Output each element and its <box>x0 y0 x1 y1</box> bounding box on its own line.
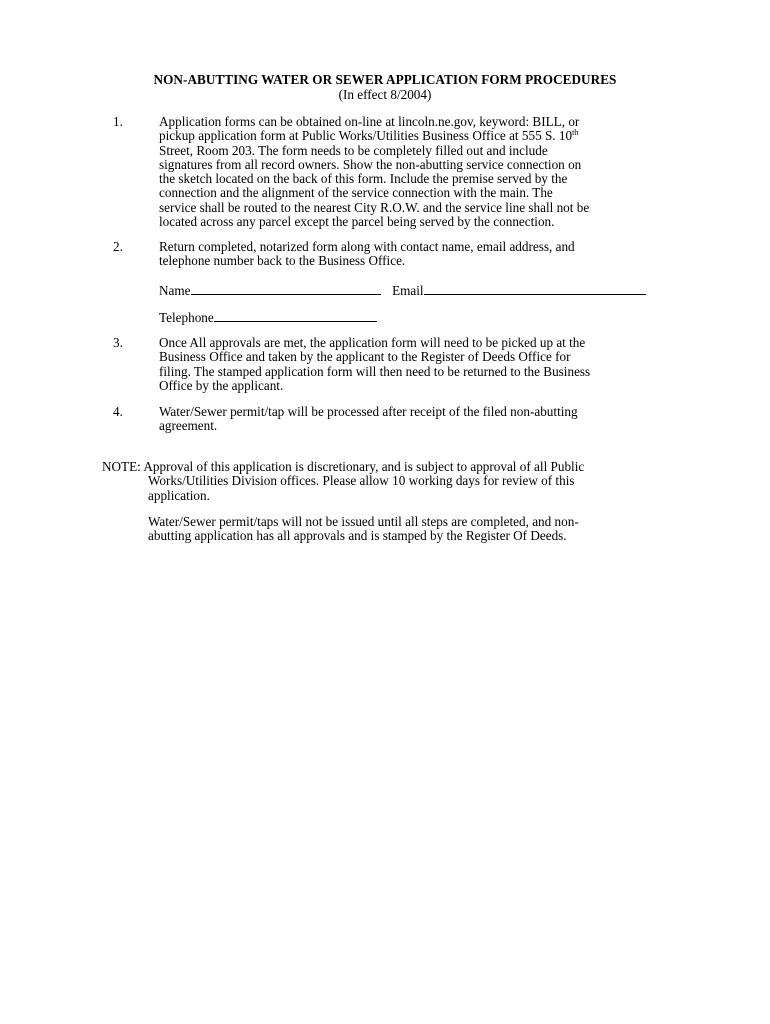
note-line: Water/Sewer permit/taps will not be issued until all steps are completed, and non- <box>148 514 579 529</box>
telephone-field-row <box>159 310 377 325</box>
item-1-superscript: th <box>572 128 579 138</box>
telephone-label: Telephone <box>159 310 214 325</box>
note-label-text: NOTE: <box>102 459 141 474</box>
item-2-line: telephone number back to the Business Office. <box>159 253 406 269</box>
item-1-line: Street, Room 203. The form needs to be completely filled out and include <box>159 142 548 158</box>
item-2-line: Return completed, notarized form along with contact name, email address, and <box>159 239 575 254</box>
note-line: application. <box>148 487 210 503</box>
document-title: NON-ABUTTING WATER OR SEWER APPLICATION FORM PROCEDURES <box>153 72 617 87</box>
item-1-line: connection and the alignment of the service connection with the main. The <box>159 185 553 201</box>
contact-fields-row <box>159 283 646 298</box>
note-paragraph-2 <box>148 515 668 544</box>
item-4-line: Water/Sewer permit/tap will be processed after receipt of the filed non-abutting <box>159 404 578 419</box>
item-3-line: filing. The stamped application form will then need to be returned to the Business <box>159 363 591 379</box>
item-3-line: Office by the applicant. <box>159 377 284 393</box>
item-1-line: service shall be routed to the nearest City R.O.W. and the service line shall not be <box>159 199 590 215</box>
name-label: Name <box>159 283 191 298</box>
note-line: abutting application has all approvals and is stamped by the Register Of Deeds. <box>148 528 567 544</box>
item-2-number: 2. <box>113 239 123 254</box>
document-subtitle: (In effect 8/2004) <box>338 87 432 102</box>
item-2-text <box>159 240 669 269</box>
telephone-blank-line[interactable] <box>214 310 377 322</box>
item-1-line: signatures from all record owners. Show the non-abutting service connection on <box>159 156 582 172</box>
item-1-number: 1. <box>113 114 123 129</box>
item-3-number: 3. <box>113 335 123 350</box>
item-1-line: Application forms can be obtained on-line at lincoln.ne.gov, keyword: BILL, or <box>159 114 580 129</box>
item-3-text <box>159 336 669 393</box>
item-4-line: agreement. <box>159 418 218 434</box>
item-1-line: located across any parcel except the parcel being served by the connection. <box>159 214 555 230</box>
item-3-line: Business Office and taken by the applicant to the Register of Deeds Office for <box>159 349 571 365</box>
item-4-number: 4. <box>113 404 123 419</box>
note-first-line: Approval of this application is discretionary, and is subject to approval of all Public <box>143 459 585 474</box>
item-1-line-text: pickup application form at Public Works/Utilities Business Office at 555 S. 10 <box>159 128 573 144</box>
item-3-line: Once All approvals are met, the application form will need to be picked up at the <box>159 335 586 350</box>
note-paragraph-1 <box>148 474 668 503</box>
email-label: Email <box>392 283 424 298</box>
note-label <box>102 460 584 474</box>
email-blank-line[interactable] <box>424 283 646 295</box>
item-4-text <box>159 405 669 434</box>
item-1-line <box>159 129 669 143</box>
item-1-line: the sketch located on the back of this form. Include the premise served by the <box>159 171 568 187</box>
note-line: Works/Utilities Division offices. Please allow 10 working days for review of this <box>148 473 575 489</box>
item-1-text <box>159 115 669 229</box>
name-blank-line[interactable] <box>191 283 381 295</box>
